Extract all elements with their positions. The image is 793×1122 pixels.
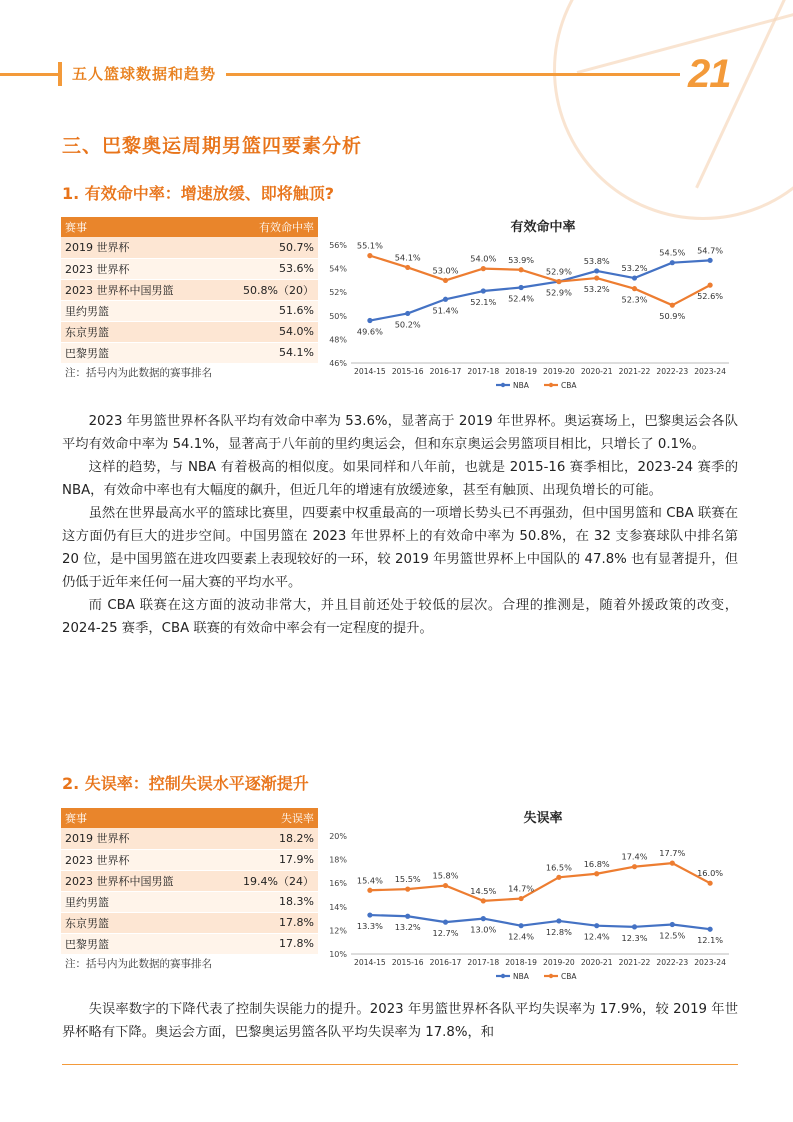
y-tick-label: 12% [329,926,347,936]
data-point-cba [405,887,410,892]
x-tick-label: 2019-20 [543,367,575,376]
data-label: 15.5% [394,874,421,885]
x-tick-label: 2019-20 [543,958,575,967]
data-point-cba [594,275,599,280]
data-point-nba [405,914,410,919]
data-point-cba [632,864,637,869]
data-label: 12.3% [621,932,648,943]
table-row [61,870,318,891]
page-number: 21 [688,52,731,96]
table-header-cell: 有效命中率 [214,217,318,237]
data-label: 50.2% [394,319,421,330]
y-tick-label: 10% [329,950,347,959]
y-tick-label: 56% [329,241,347,250]
page-header [0,62,793,86]
x-tick-label: 2017-18 [467,367,500,376]
data-point-nba [367,912,372,917]
x-tick-label: 2016-17 [429,367,462,376]
data-label: 16.0% [697,868,724,879]
efg-table [61,217,318,383]
data-point-nba [367,318,372,323]
table-row [61,891,318,912]
paragraph: 这样的趋势，与 NBA 有着极高的相似度。如果同样和八年前，也就是 2015-16 赛季相比，2023-24 赛季的 NBA，有效命中率也有大幅度的飙升，但近几年的增速有放缓迹象，甚至有触顶、出现负增长的可能。 [62,460,738,498]
y-tick-label: 52% [329,288,347,298]
y-tick-label: 20% [329,832,347,841]
data-point-cba [405,265,410,270]
data-label: 54.5% [659,247,686,258]
data-point-cba [367,888,372,893]
table-header-cell: 失误率 [214,808,318,828]
legend-label: NBA [513,381,529,390]
data-point-cba [519,267,524,272]
table-cell: 18.3% [214,891,318,912]
table-cell: 50.7% [214,237,318,258]
efg-line-chart [325,215,735,395]
table-cell: 51.6% [214,300,318,321]
paragraph: 虽然在世界最高水平的篮球比赛里，四要素中权重最高的一项增长势头已不再强劲，但中国男篮和 CBA 联赛在这方面仍有巨大的进步空间。中国男篮在 2023 年世界杯上的有效命中率为 50.8%，在 32 支参赛球队中排名第 20 位，是中国男篮在进攻四要素上表现较好的一环，较 2019 年男篮世界杯上中国队的 47.8% 也有显著提升，但仍低于近年来任何一届大赛的平均水平。 [62,506,738,590]
data-label: 16.8% [583,858,610,869]
data-label: 12.4% [508,931,535,942]
paragraph: 而 CBA 联赛在这方面的波动非常大，并且目前还处于较低的层次。合理的推测是，随着外援政策的改变，2024-25 赛季，CBA 联赛的有效命中率会有一定程度的提升。 [62,598,738,636]
x-tick-label: 2021-22 [618,958,651,967]
footer-rule [62,1064,738,1065]
data-label: 14.7% [508,883,535,894]
data-point-nba [405,311,410,316]
data-point-nba [632,924,637,929]
data-point-nba [443,297,448,302]
data-label: 53.9% [508,254,535,265]
table-cell: 2023 世界杯 [61,849,214,870]
data-label: 17.4% [621,851,648,862]
data-point-nba [594,268,599,273]
table-cell: 东京男篮 [61,912,214,933]
data-label: 17.7% [659,848,686,859]
table-cell: 巴黎男篮 [61,342,214,363]
data-label: 52.6% [697,291,724,302]
table-row [61,342,318,363]
table-row [61,321,318,342]
y-tick-label: 54% [329,264,347,274]
table-cell: 里约男篮 [61,891,214,912]
data-label: 12.1% [697,935,724,946]
data-point-nba [481,288,486,293]
legend-marker [501,383,505,387]
data-point-nba [632,275,637,280]
series-line-nba [370,915,710,929]
table-cell: 53.6% [214,258,318,279]
table-cell: 2023 世界杯 [61,258,214,279]
turnover-table [61,808,318,974]
data-point-cba [443,278,448,283]
data-label: 12.8% [545,926,572,937]
x-tick-label: 2014-15 [354,958,386,967]
table-cell: 巴黎男篮 [61,933,214,954]
chart-title: 有效命中率 [510,220,576,235]
data-point-nba [481,916,486,921]
data-label: 52.4% [508,293,535,304]
x-tick-label: 2023-24 [694,958,726,967]
y-tick-label: 48% [329,335,347,345]
x-tick-label: 2021-22 [618,367,651,376]
table-cell: 东京男篮 [61,321,214,342]
basketball-decoration [553,0,793,220]
section-title: 五人篮球数据和趋势 [58,62,226,86]
table-row [61,933,318,954]
table-note-row [61,363,318,382]
x-tick-label: 2014-15 [354,367,386,376]
data-point-cba [519,896,524,901]
data-point-cba [708,881,713,886]
data-label: 12.7% [432,928,459,939]
table-row [61,279,318,300]
data-point-nba [708,927,713,932]
data-label: 54.1% [394,252,421,263]
data-point-cba [481,266,486,271]
legend-label: NBA [513,972,529,981]
x-tick-label: 2015-16 [391,367,424,376]
data-label: 49.6% [356,326,383,337]
table-row [61,849,318,870]
data-label: 52.9% [545,266,572,277]
data-label: 16.5% [545,862,572,873]
table-note: 注：括号内为此数据的赛事排名 [61,363,318,382]
table-row [61,912,318,933]
table-header-row [61,217,318,237]
data-label: 14.5% [470,885,497,896]
data-point-nba [594,923,599,928]
data-point-cba [367,253,372,258]
table-cell: 18.2% [214,828,318,849]
data-label: 54.7% [697,245,724,256]
table-header-row [61,808,318,828]
data-label: 50.9% [659,311,686,322]
y-tick-label: 46% [329,359,347,368]
table-row [61,828,318,849]
data-point-cba [556,279,561,284]
data-point-nba [443,920,448,925]
data-point-cba [670,303,675,308]
y-tick-label: 50% [329,311,347,321]
table-cell: 2019 世界杯 [61,237,214,258]
data-label: 55.1% [356,240,383,251]
data-label: 51.4% [432,305,459,316]
data-label: 52.3% [621,294,648,305]
table-cell: 2023 世界杯中国男篮 [61,870,214,891]
data-point-cba [481,898,486,903]
x-tick-label: 2016-17 [429,958,462,967]
data-point-cba [443,883,448,888]
data-label: 52.9% [545,287,572,298]
data-label: 12.4% [583,931,610,942]
table-cell: 19.4%（24） [214,870,318,891]
data-point-cba [670,861,675,866]
x-tick-label: 2017-18 [467,958,500,967]
table-header-cell: 赛事 [61,217,214,237]
table-cell: 17.8% [214,933,318,954]
table-cell: 17.8% [214,912,318,933]
x-tick-label: 2018-19 [505,958,537,967]
data-label: 52.1% [470,297,497,308]
data-label: 53.2% [583,284,610,295]
table-cell: 2023 世界杯中国男篮 [61,279,214,300]
table-header-cell: 赛事 [61,808,214,828]
data-label: 13.3% [356,921,383,932]
section1-body [62,410,738,640]
data-point-cba [632,286,637,291]
table-cell: 50.8%（20） [214,279,318,300]
table-note-row [61,954,318,973]
turnover-line-chart [325,806,735,986]
data-point-nba [519,285,524,290]
data-label: 53.8% [583,255,610,266]
data-label: 53.0% [432,265,459,276]
data-point-nba [670,260,675,265]
y-tick-label: 14% [329,902,347,912]
x-tick-label: 2020-21 [580,367,613,376]
data-label: 13.2% [394,922,421,933]
data-label: 54.0% [470,253,497,264]
data-point-cba [594,871,599,876]
x-tick-label: 2022-23 [656,958,689,967]
chart-title: 失误率 [523,811,563,826]
section2-body [62,998,738,1044]
data-point-nba [670,922,675,927]
legend-marker [501,974,505,978]
y-tick-label: 18% [329,855,347,865]
data-point-nba [556,918,561,923]
table-cell: 54.1% [214,342,318,363]
table-row [61,237,318,258]
data-point-nba [708,258,713,263]
series-line-cba [370,863,710,901]
main-heading: 三、巴黎奥运周期男篮四要素分析 [62,135,363,157]
data-label: 13.0% [470,924,497,935]
chart-svg [325,806,735,986]
data-point-nba [519,923,524,928]
paragraph: 2023 年男篮世界杯各队平均有效命中率为 53.6%，显著高于 2019 年世界杯。奥运赛场上，巴黎奥运会各队平均有效命中率为 54.1%，显著高于八年前的里约奥运会，但和东京奥运会男篮项目相比，只增长了 0.1%。 [62,414,738,452]
section2-heading: 2. 失误率：控制失误水平逐渐提升 [62,774,309,793]
table-row [61,258,318,279]
x-tick-label: 2015-16 [391,958,424,967]
table-cell: 17.9% [214,849,318,870]
x-tick-label: 2018-19 [505,367,537,376]
data-label: 15.4% [356,875,383,886]
table-cell: 54.0% [214,321,318,342]
x-tick-label: 2023-24 [694,367,726,376]
table-cell: 2019 世界杯 [61,828,214,849]
legend-marker [549,974,553,978]
section1-heading: 1. 有效命中率：增速放缓、即将触顶? [62,184,335,203]
data-label: 15.8% [432,870,459,881]
data-point-cba [556,875,561,880]
table-row [61,300,318,321]
series-line-cba [370,253,710,306]
legend-label: CBA [561,381,577,390]
x-tick-label: 2022-23 [656,367,689,376]
table-cell: 里约男篮 [61,300,214,321]
legend-label: CBA [561,972,577,981]
y-tick-label: 16% [329,879,347,889]
chart-svg [325,215,735,395]
table-note: 注：括号内为此数据的赛事排名 [61,954,318,973]
data-label: 53.2% [621,263,648,274]
data-label: 12.5% [659,930,686,941]
data-point-cba [708,283,713,288]
x-tick-label: 2020-21 [580,958,613,967]
legend-marker [549,383,553,387]
paragraph: 失误率数字的下降代表了控制失误能力的提升。2023 年男篮世界杯各队平均失误率为 17.9%，较 2019 年世界杯略有下降。奥运会方面，巴黎奥运男篮各队平均失误率为 17.8%，和 [62,1002,738,1040]
